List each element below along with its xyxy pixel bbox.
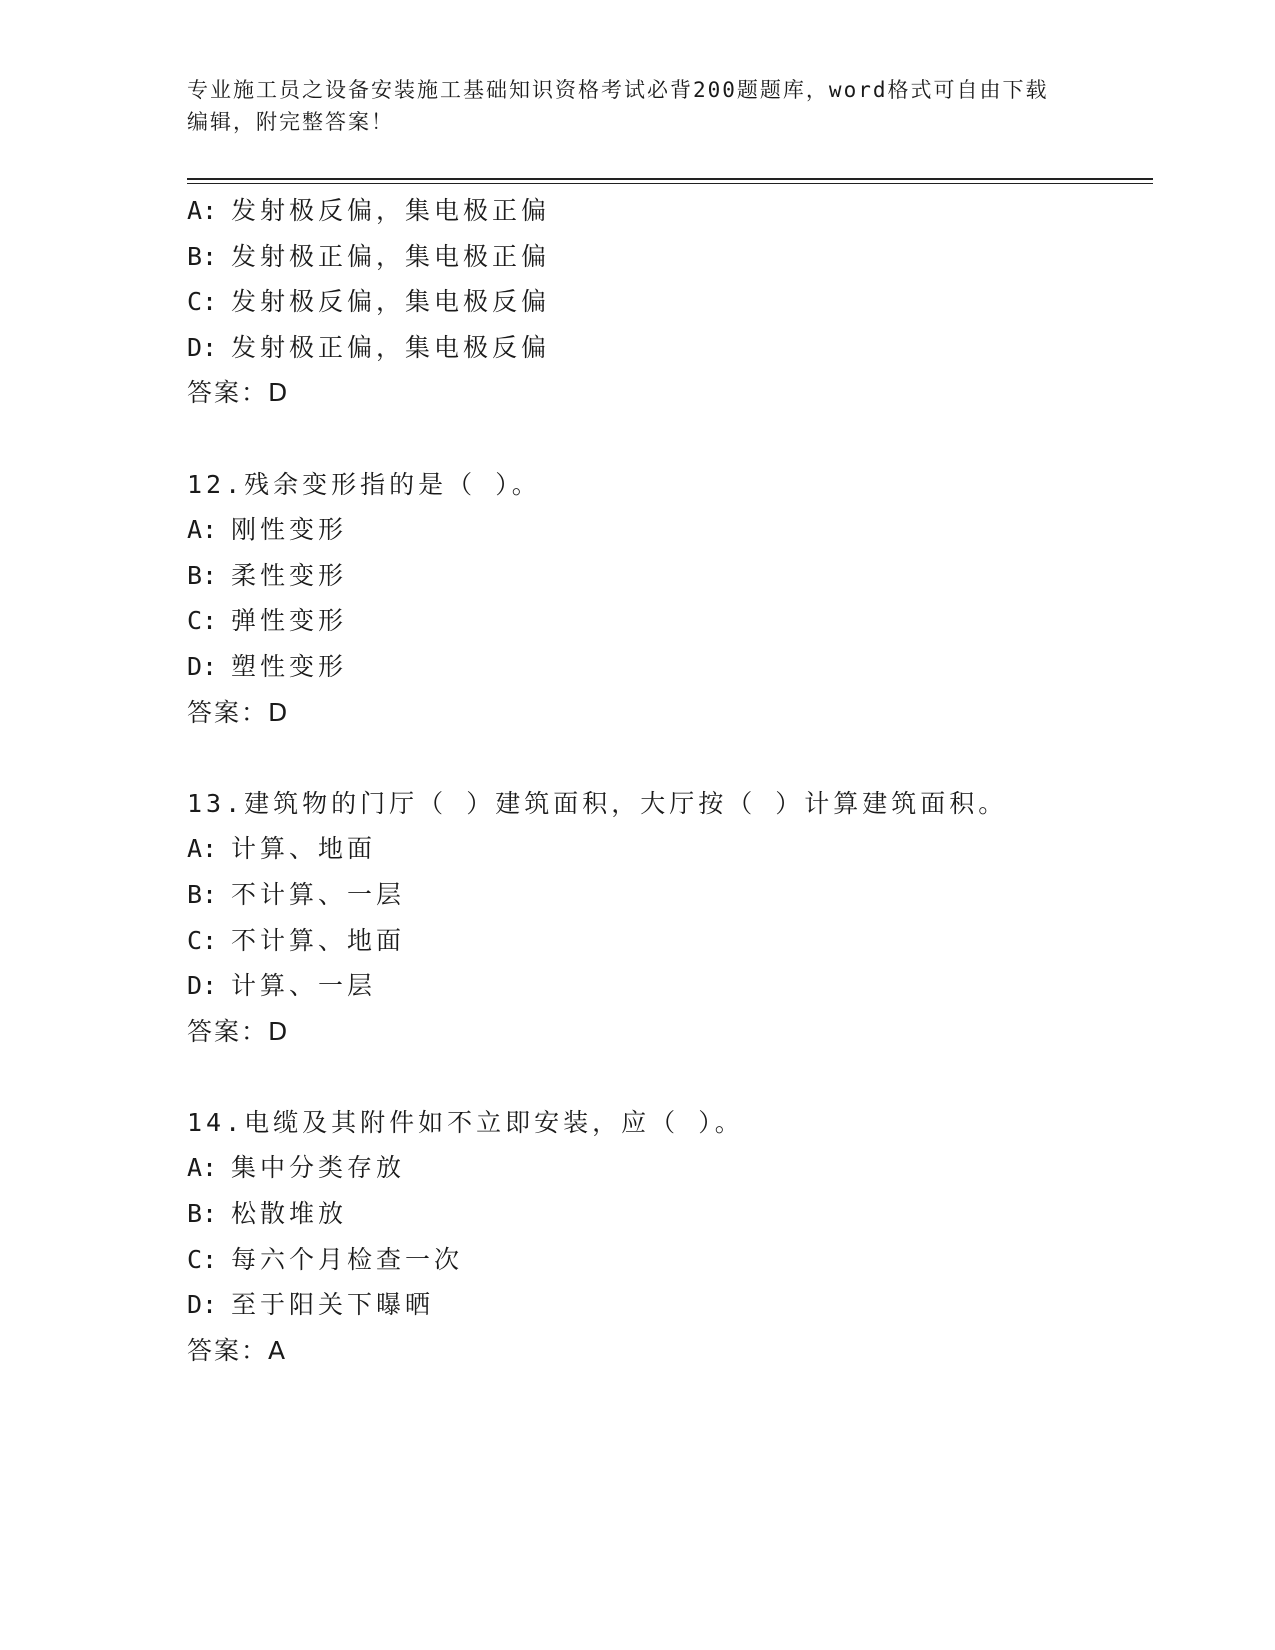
header-rule-thin bbox=[187, 183, 1153, 184]
answer: 答案：A bbox=[187, 1335, 288, 1365]
option-letter: B: bbox=[187, 879, 218, 909]
option-letter: D: bbox=[187, 971, 218, 1001]
option-letter: B: bbox=[187, 1199, 218, 1229]
option-c bbox=[187, 918, 1147, 964]
header-rule-thick bbox=[187, 178, 1153, 180]
option-c bbox=[187, 1237, 1147, 1283]
option-d bbox=[187, 963, 1147, 1009]
option-letter: A: bbox=[187, 834, 218, 864]
option-letter: D: bbox=[187, 651, 218, 681]
question-block bbox=[187, 1100, 1147, 1374]
option-b bbox=[187, 1191, 1147, 1237]
question-block bbox=[187, 462, 1147, 736]
question-block bbox=[187, 781, 1147, 1055]
spacer bbox=[187, 735, 1147, 781]
option-text: 不计算、地面 bbox=[231, 925, 406, 955]
option-text: 发射极正偏，集电极正偏 bbox=[231, 241, 551, 271]
option-text: 不计算、一层 bbox=[231, 879, 406, 909]
option-letter: C: bbox=[187, 925, 218, 955]
option-text: 发射极正偏，集电极反偏 bbox=[231, 332, 551, 362]
question-list bbox=[187, 188, 1147, 1373]
option-text: 松散堆放 bbox=[231, 1199, 348, 1229]
option-a bbox=[187, 507, 1147, 553]
option-d bbox=[187, 1282, 1147, 1328]
option-d bbox=[187, 644, 1147, 690]
spacer bbox=[187, 416, 1147, 462]
option-a bbox=[187, 188, 1147, 234]
question-text: 14.电缆及其附件如不立即安装，应（ ）。 bbox=[187, 1107, 744, 1137]
option-letter: D: bbox=[187, 1290, 218, 1320]
option-d bbox=[187, 325, 1147, 371]
option-text: 计算、地面 bbox=[231, 834, 377, 864]
option-text: 刚性变形 bbox=[231, 515, 348, 545]
option-c bbox=[187, 598, 1147, 644]
question-text: 12.残余变形指的是（ ）。 bbox=[187, 469, 541, 499]
option-letter: A: bbox=[187, 1153, 218, 1183]
option-text: 至于阳关下曝晒 bbox=[231, 1290, 435, 1320]
option-letter: A: bbox=[187, 515, 218, 545]
option-text: 集中分类存放 bbox=[231, 1153, 406, 1183]
option-c bbox=[187, 279, 1147, 325]
option-text: 每六个月检查一次 bbox=[231, 1244, 464, 1274]
spacer bbox=[187, 1054, 1147, 1100]
option-letter: D: bbox=[187, 332, 218, 362]
option-text: 塑性变形 bbox=[231, 651, 348, 681]
option-b bbox=[187, 234, 1147, 280]
document-header: 专业施工员之设备安装施工基础知识资格考试必背200题题库，word格式可自由下载编辑，附完整答案！ bbox=[187, 78, 1049, 134]
question-text: 13.建筑物的门厅（ ）建筑面积，大厅按（ ）计算建筑面积。 bbox=[187, 788, 1008, 818]
question-block bbox=[187, 188, 1147, 416]
option-text: 发射极反偏，集电极正偏 bbox=[231, 196, 551, 225]
option-letter: C: bbox=[187, 287, 218, 317]
option-text: 弹性变形 bbox=[231, 606, 348, 636]
option-text: 柔性变形 bbox=[231, 560, 348, 590]
option-a bbox=[187, 826, 1147, 872]
option-text: 发射极反偏，集电极反偏 bbox=[231, 287, 551, 317]
option-b bbox=[187, 872, 1147, 918]
answer: 答案：D bbox=[187, 697, 290, 727]
option-letter: B: bbox=[187, 241, 218, 271]
option-b bbox=[187, 553, 1147, 599]
option-text: 计算、一层 bbox=[231, 971, 377, 1001]
option-letter: C: bbox=[187, 606, 218, 636]
option-letter: B: bbox=[187, 560, 218, 590]
option-a bbox=[187, 1145, 1147, 1191]
option-letter: C: bbox=[187, 1244, 218, 1274]
answer: 答案：D bbox=[187, 378, 290, 408]
answer: 答案：D bbox=[187, 1016, 290, 1046]
option-letter: A: bbox=[187, 196, 218, 225]
